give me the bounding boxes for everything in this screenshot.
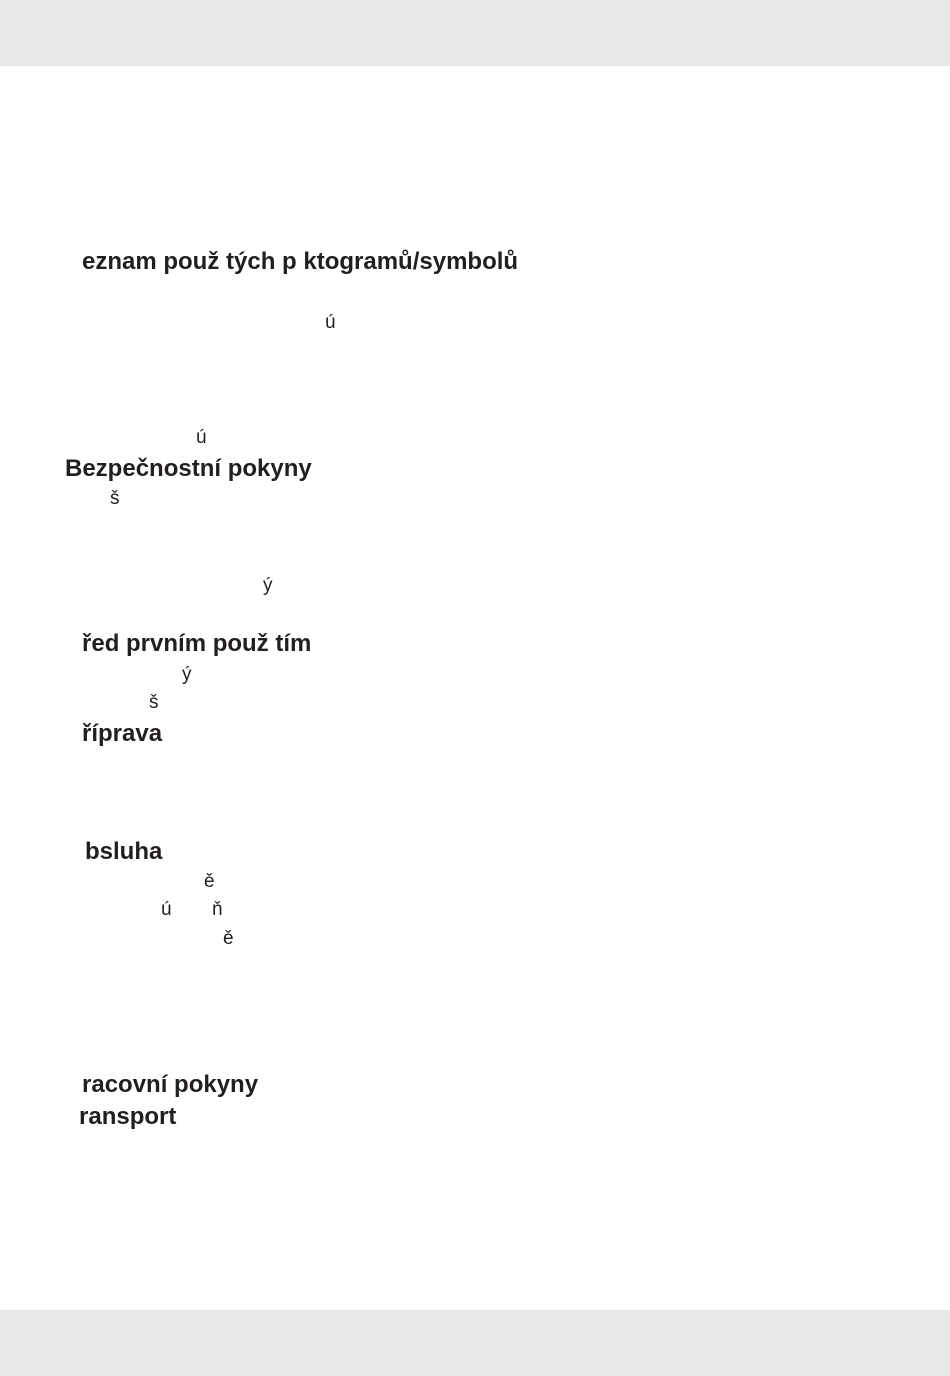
top-gray-band	[0, 0, 950, 66]
heading-work-instructions: racovní pokyny	[82, 1071, 259, 1098]
fragment-char: ě	[204, 871, 215, 892]
fragment-char: ú	[196, 427, 207, 448]
fragment-char: ň	[212, 899, 223, 920]
fragment-char: ú	[325, 312, 336, 333]
fragment-char: ě	[223, 928, 234, 949]
heading-preparation: říprava	[82, 720, 163, 747]
bottom-gray-band	[0, 1310, 950, 1376]
heading-pictograms-list: eznam použ tých p ktogramů/symbolů	[82, 248, 519, 275]
heading-transport: ransport	[79, 1103, 177, 1130]
fragment-char: ý	[182, 664, 192, 685]
fragment-char: š	[149, 692, 159, 713]
heading-operation: bsluha	[85, 838, 163, 865]
heading-safety-instructions: Bezpečnostní pokyny	[65, 455, 312, 482]
fragment-char: š	[110, 488, 120, 509]
fragment-char: ý	[263, 575, 273, 596]
heading-before-first-use: řed prvním použ tím	[82, 630, 312, 657]
fragment-char: ú	[161, 899, 172, 920]
